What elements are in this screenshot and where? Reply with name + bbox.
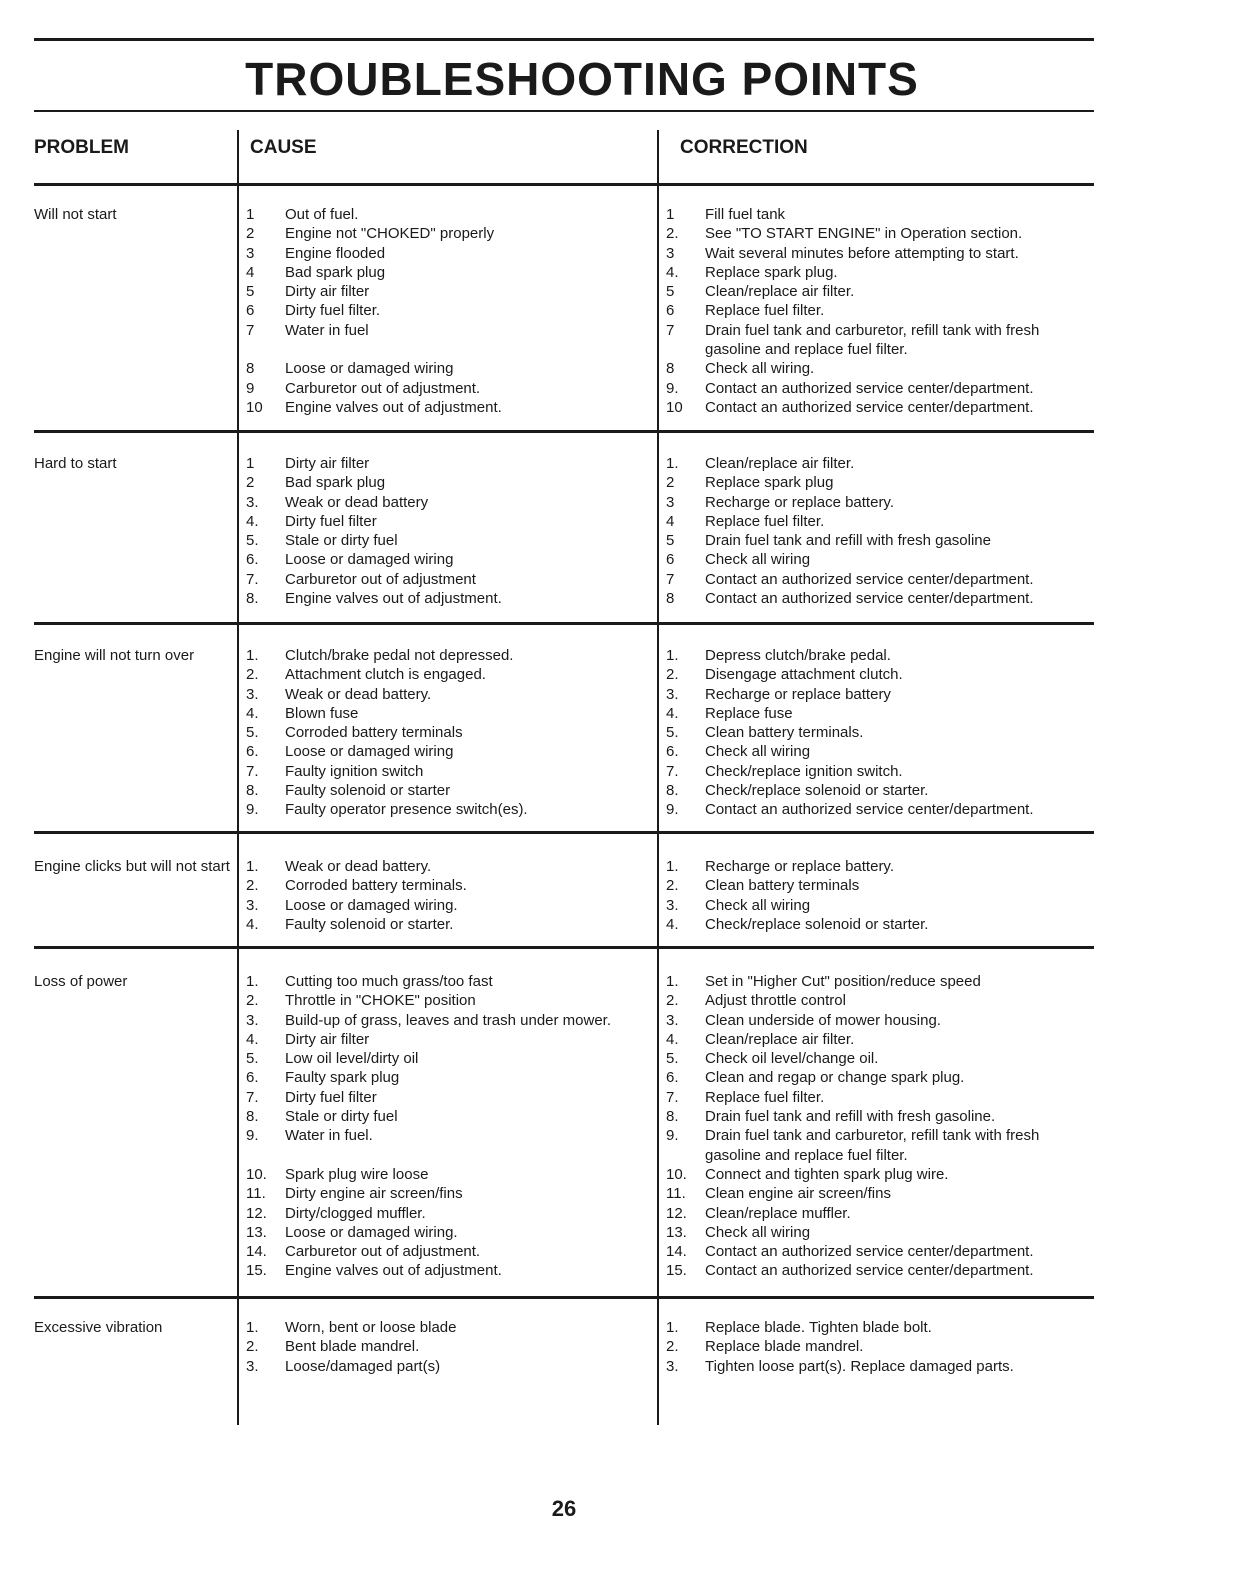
list-item: 1. Cutting too much grass/too fast bbox=[246, 973, 493, 990]
list-item: 3. Recharge or replace battery bbox=[666, 685, 891, 703]
list-item: 2. Attachment clutch is engaged. bbox=[246, 666, 486, 684]
correction-list bbox=[666, 972, 1096, 1281]
list-item: 1 Dirty air filter bbox=[246, 455, 370, 472]
list-item: 10 Engine valves out of adjustment. bbox=[246, 398, 502, 416]
section-rule bbox=[34, 831, 1094, 834]
list-item: 9. Contact an authorized service center/department. bbox=[666, 379, 1034, 397]
list-item: 8. Faulty solenoid or starter bbox=[246, 782, 451, 800]
list-item: 2. See "TO START ENGINE" in Operation section. bbox=[666, 225, 1023, 243]
list-item: 3. Loose/damaged part(s) bbox=[246, 1357, 441, 1375]
cause-list bbox=[246, 454, 656, 608]
top-rule bbox=[34, 38, 1094, 41]
list-item: 1. Weak or dead battery. bbox=[246, 858, 432, 875]
list-item: 6. Check all wiring bbox=[666, 743, 811, 761]
list-item: 7. Replace fuel filter. bbox=[666, 1088, 825, 1106]
list-item: 2 Replace spark plug bbox=[666, 474, 834, 492]
list-item: 7 Drain fuel tank and carburetor, refill tank with fresh gasoline and replace fuel filter. bbox=[666, 321, 1040, 359]
section-rule bbox=[34, 430, 1094, 433]
cause-list bbox=[246, 1318, 656, 1376]
correction-divider bbox=[657, 130, 659, 1425]
list-item: 8 Loose or damaged wiring bbox=[246, 360, 454, 378]
list-item: 7. Faulty ignition switch bbox=[246, 762, 424, 780]
correction-list bbox=[666, 1318, 1096, 1376]
list-item: 9 Carburetor out of adjustment. bbox=[246, 379, 481, 397]
problem-label: Engine clicks but will not start bbox=[34, 858, 230, 875]
list-item: 8. Engine valves out of adjustment. bbox=[246, 590, 502, 608]
list-item: 4. Replace spark plug. bbox=[666, 263, 838, 281]
header-cause: CAUSE bbox=[250, 137, 317, 158]
list-item: 9. Drain fuel tank and carburetor, refill tank with fresh gasoline and replace fuel filter. bbox=[666, 1127, 1040, 1164]
list-item: 5. Stale or dirty fuel bbox=[246, 532, 398, 550]
list-item: 5 Dirty air filter bbox=[246, 283, 370, 301]
list-item: 5 Clean/replace air filter. bbox=[666, 283, 855, 301]
list-item: 8. Stale or dirty fuel bbox=[246, 1108, 398, 1126]
section-rule bbox=[34, 1296, 1094, 1299]
cause-list bbox=[246, 646, 656, 820]
list-item: 4. Replace fuse bbox=[666, 704, 793, 722]
list-item: 7. Dirty fuel filter bbox=[246, 1088, 377, 1106]
list-item: 1. Set in "Higher Cut" position/reduce speed bbox=[666, 973, 981, 990]
section-rule bbox=[34, 946, 1094, 949]
list-item: 6. Faulty spark plug bbox=[246, 1069, 400, 1087]
list-item: 10. Spark plug wire loose bbox=[246, 1165, 429, 1183]
list-item: 4 Bad spark plug bbox=[246, 263, 386, 281]
list-item: 10. Connect and tighten spark plug wire. bbox=[666, 1165, 949, 1183]
header-rule bbox=[34, 183, 1094, 186]
list-item: 8 Contact an authorized service center/department. bbox=[666, 590, 1034, 608]
list-item: 7 Water in fuel bbox=[246, 321, 369, 339]
list-item: 3. Loose or damaged wiring. bbox=[246, 896, 458, 914]
list-item: 15. Engine valves out of adjustment. bbox=[246, 1262, 502, 1280]
list-item: 1. Worn, bent or loose blade bbox=[246, 1319, 457, 1336]
problem-label: Hard to start bbox=[34, 455, 117, 472]
list-item: 3. Check all wiring bbox=[666, 896, 811, 914]
list-item: 2 Bad spark plug bbox=[246, 474, 386, 492]
list-item: 3 Recharge or replace battery. bbox=[666, 493, 894, 511]
list-item: 5. Check oil level/change oil. bbox=[666, 1050, 879, 1068]
list-item: 9. Contact an authorized service center/department. bbox=[666, 801, 1034, 819]
list-item: 14. Contact an authorized service center/department. bbox=[666, 1243, 1034, 1261]
list-item: 1. Recharge or replace battery. bbox=[666, 858, 894, 875]
list-item: 6 Dirty fuel filter. bbox=[246, 302, 381, 320]
cause-list bbox=[246, 857, 656, 934]
problem-label: Loss of power bbox=[34, 973, 128, 990]
list-item: 6. Clean and regap or change spark plug. bbox=[666, 1069, 965, 1087]
section-rule bbox=[34, 622, 1094, 625]
list-item: 7. Carburetor out of adjustment bbox=[246, 570, 476, 588]
list-item: 9. Faulty operator presence switch(es). bbox=[246, 801, 528, 819]
list-item: 10 Contact an authorized service center/department. bbox=[666, 398, 1034, 416]
cause-list bbox=[246, 972, 656, 1281]
list-item: 2. Throttle in "CHOKE" position bbox=[246, 992, 476, 1010]
list-item: 4. Check/replace solenoid or starter. bbox=[666, 915, 929, 933]
header-correction: CORRECTION bbox=[680, 137, 808, 158]
list-item: 7 Contact an authorized service center/department. bbox=[666, 570, 1034, 588]
list-item: 5 Drain fuel tank and refill with fresh gasoline bbox=[666, 532, 991, 550]
problem-label: Engine will not turn over bbox=[34, 647, 195, 664]
list-item: 1 Out of fuel. bbox=[246, 206, 359, 223]
list-item: 6. Loose or damaged wiring bbox=[246, 551, 454, 569]
list-item: 2. Bent blade mandrel. bbox=[246, 1338, 420, 1356]
list-item: 2. Clean battery terminals bbox=[666, 877, 860, 895]
list-item: 2. Corroded battery terminals. bbox=[246, 877, 467, 895]
problem-label: Excessive vibration bbox=[34, 1319, 163, 1336]
list-item: 2. Adjust throttle control bbox=[666, 992, 846, 1010]
page-title: TROUBLESHOOTING POINTS bbox=[245, 53, 919, 105]
list-item: 2. Replace blade mandrel. bbox=[666, 1338, 864, 1356]
cause-divider bbox=[237, 130, 239, 1425]
list-item: 9. Water in fuel. bbox=[246, 1127, 373, 1145]
list-item: 13. Check all wiring bbox=[666, 1223, 811, 1241]
title-rule bbox=[34, 110, 1094, 112]
list-item: 4. Dirty air filter bbox=[246, 1030, 370, 1048]
list-item: 4. Faulty solenoid or starter. bbox=[246, 915, 454, 933]
page-number: 26 bbox=[551, 1496, 577, 1521]
list-item: 3. Build-up of grass, leaves and trash under mower. bbox=[246, 1011, 612, 1029]
list-item: 5. Clean battery terminals. bbox=[666, 724, 864, 742]
list-item: 3. Tighten loose part(s). Replace damaged parts. bbox=[666, 1357, 1014, 1375]
list-item: 12. Clean/replace muffler. bbox=[666, 1204, 851, 1222]
list-item: 1. Depress clutch/brake pedal. bbox=[666, 647, 891, 664]
list-item: 6 Check all wiring bbox=[666, 551, 811, 569]
correction-list bbox=[666, 205, 1096, 417]
list-item: 8. Check/replace solenoid or starter. bbox=[666, 782, 929, 800]
list-item: 5. Corroded battery terminals bbox=[246, 724, 463, 742]
list-item: 4. Clean/replace air filter. bbox=[666, 1030, 855, 1048]
list-item: 6. Loose or damaged wiring bbox=[246, 743, 454, 761]
list-item: 8 Check all wiring. bbox=[666, 360, 815, 378]
correction-list bbox=[666, 857, 1096, 934]
list-item: 3. Clean underside of mower housing. bbox=[666, 1011, 941, 1029]
list-item: 4. Blown fuse bbox=[246, 704, 359, 722]
list-item: 1. Clean/replace air filter. bbox=[666, 455, 855, 472]
list-item: 4 Replace fuel filter. bbox=[666, 512, 825, 530]
list-item: 1. Clutch/brake pedal not depressed. bbox=[246, 647, 514, 664]
list-item: 11. Dirty engine air screen/fins bbox=[246, 1185, 463, 1203]
list-item: 14. Carburetor out of adjustment. bbox=[246, 1243, 481, 1261]
cause-list bbox=[246, 205, 656, 417]
list-item: 4. Dirty fuel filter bbox=[246, 512, 377, 530]
correction-list bbox=[666, 646, 1096, 820]
problem-label: Will not start bbox=[34, 206, 117, 223]
list-item: 11. Clean engine air screen/fins bbox=[666, 1185, 891, 1203]
header-problem: PROBLEM bbox=[34, 137, 129, 158]
list-item: 3 Wait several minutes before attempting to start. bbox=[666, 244, 1019, 262]
list-item: 15. Contact an authorized service center/department. bbox=[666, 1262, 1034, 1280]
list-item: 1 Fill fuel tank bbox=[666, 206, 786, 223]
list-item: 2 Engine not "CHOKED" properly bbox=[246, 225, 495, 243]
list-item: 3. Weak or dead battery. bbox=[246, 685, 432, 703]
correction-list bbox=[666, 454, 1096, 608]
list-item: 5. Low oil level/dirty oil bbox=[246, 1050, 419, 1068]
list-item: 7. Check/replace ignition switch. bbox=[666, 762, 903, 780]
list-item: 12. Dirty/clogged muffler. bbox=[246, 1204, 426, 1222]
list-item: 1. Replace blade. Tighten blade bolt. bbox=[666, 1319, 932, 1336]
list-item: 6 Replace fuel filter. bbox=[666, 302, 825, 320]
list-item: 3. Weak or dead battery bbox=[246, 493, 429, 511]
list-item: 2. Disengage attachment clutch. bbox=[666, 666, 903, 684]
list-item: 3 Engine flooded bbox=[246, 244, 386, 262]
list-item: 8. Drain fuel tank and refill with fresh gasoline. bbox=[666, 1108, 996, 1126]
list-item: 13. Loose or damaged wiring. bbox=[246, 1223, 458, 1241]
